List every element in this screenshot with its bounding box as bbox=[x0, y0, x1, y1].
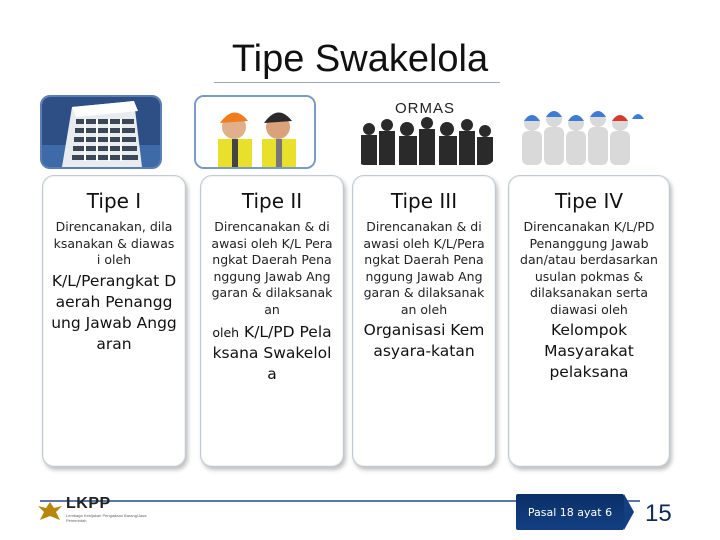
logo-name: LKPP bbox=[66, 495, 111, 512]
card-inline-oleh: oleh bbox=[212, 325, 240, 340]
card-description: Direncanakan & diawasi oleh K/L Perangkat Daerah Penanggung Jawab Anggaran & dilaksanakan bbox=[211, 219, 333, 317]
card-tipe-4 bbox=[508, 175, 670, 467]
card-description: Direncanakan & diawasi oleh K/L/Perangkat Daerah Penanggung Jawab Anggaran & dilaksanakan oleh bbox=[363, 219, 485, 317]
card-responsible-party: K/L/Perangkat Daerah Penanggung Jawab Anggaran bbox=[51, 271, 177, 353]
card-heading: Tipe IV bbox=[554, 189, 624, 213]
pasal-arrow-icon bbox=[624, 494, 634, 530]
card-heading: Tipe I bbox=[86, 189, 142, 213]
page-number: 15 bbox=[645, 500, 672, 527]
title-underline bbox=[214, 82, 500, 83]
ormas-label: ORMAS bbox=[395, 100, 456, 117]
card-tipe-3 bbox=[352, 175, 496, 467]
card-description: Direncanakan, dilaksanakan & diawasi oleh bbox=[53, 219, 175, 267]
pasal-reference: Pasal 18 ayat 6 bbox=[516, 494, 624, 530]
community-image bbox=[516, 95, 646, 165]
building-image bbox=[40, 95, 162, 169]
card-heading: Tipe II bbox=[241, 189, 303, 213]
workers-image bbox=[194, 95, 316, 169]
card-description: Direncanakan K/L/PD Penanggung Jawab dan/atau berdasarkan usulan pokmas & dilaksanakan serta diawasi oleh bbox=[520, 219, 658, 317]
card-tipe-1 bbox=[42, 175, 186, 467]
card-responsible-party: K/L/PD Pelaksana Swakelola bbox=[212, 323, 332, 383]
card-responsible-party: Kelompok Masyarakat pelaksana bbox=[544, 321, 634, 381]
card-tipe-2 bbox=[200, 175, 344, 467]
garuda-emblem-icon bbox=[36, 500, 64, 526]
card-heading: Tipe III bbox=[390, 189, 458, 213]
slide-title: Tipe Swakelola bbox=[231, 38, 489, 80]
card-responsible-wrapper bbox=[209, 322, 335, 385]
lkpp-logo bbox=[36, 490, 156, 526]
card-responsible-party: Organisasi Kemasyara-katan bbox=[363, 321, 485, 360]
logo-subtitle: Lembaga Kebijakan Pengadaan Barang/Jasa Pemerintah bbox=[66, 513, 147, 523]
